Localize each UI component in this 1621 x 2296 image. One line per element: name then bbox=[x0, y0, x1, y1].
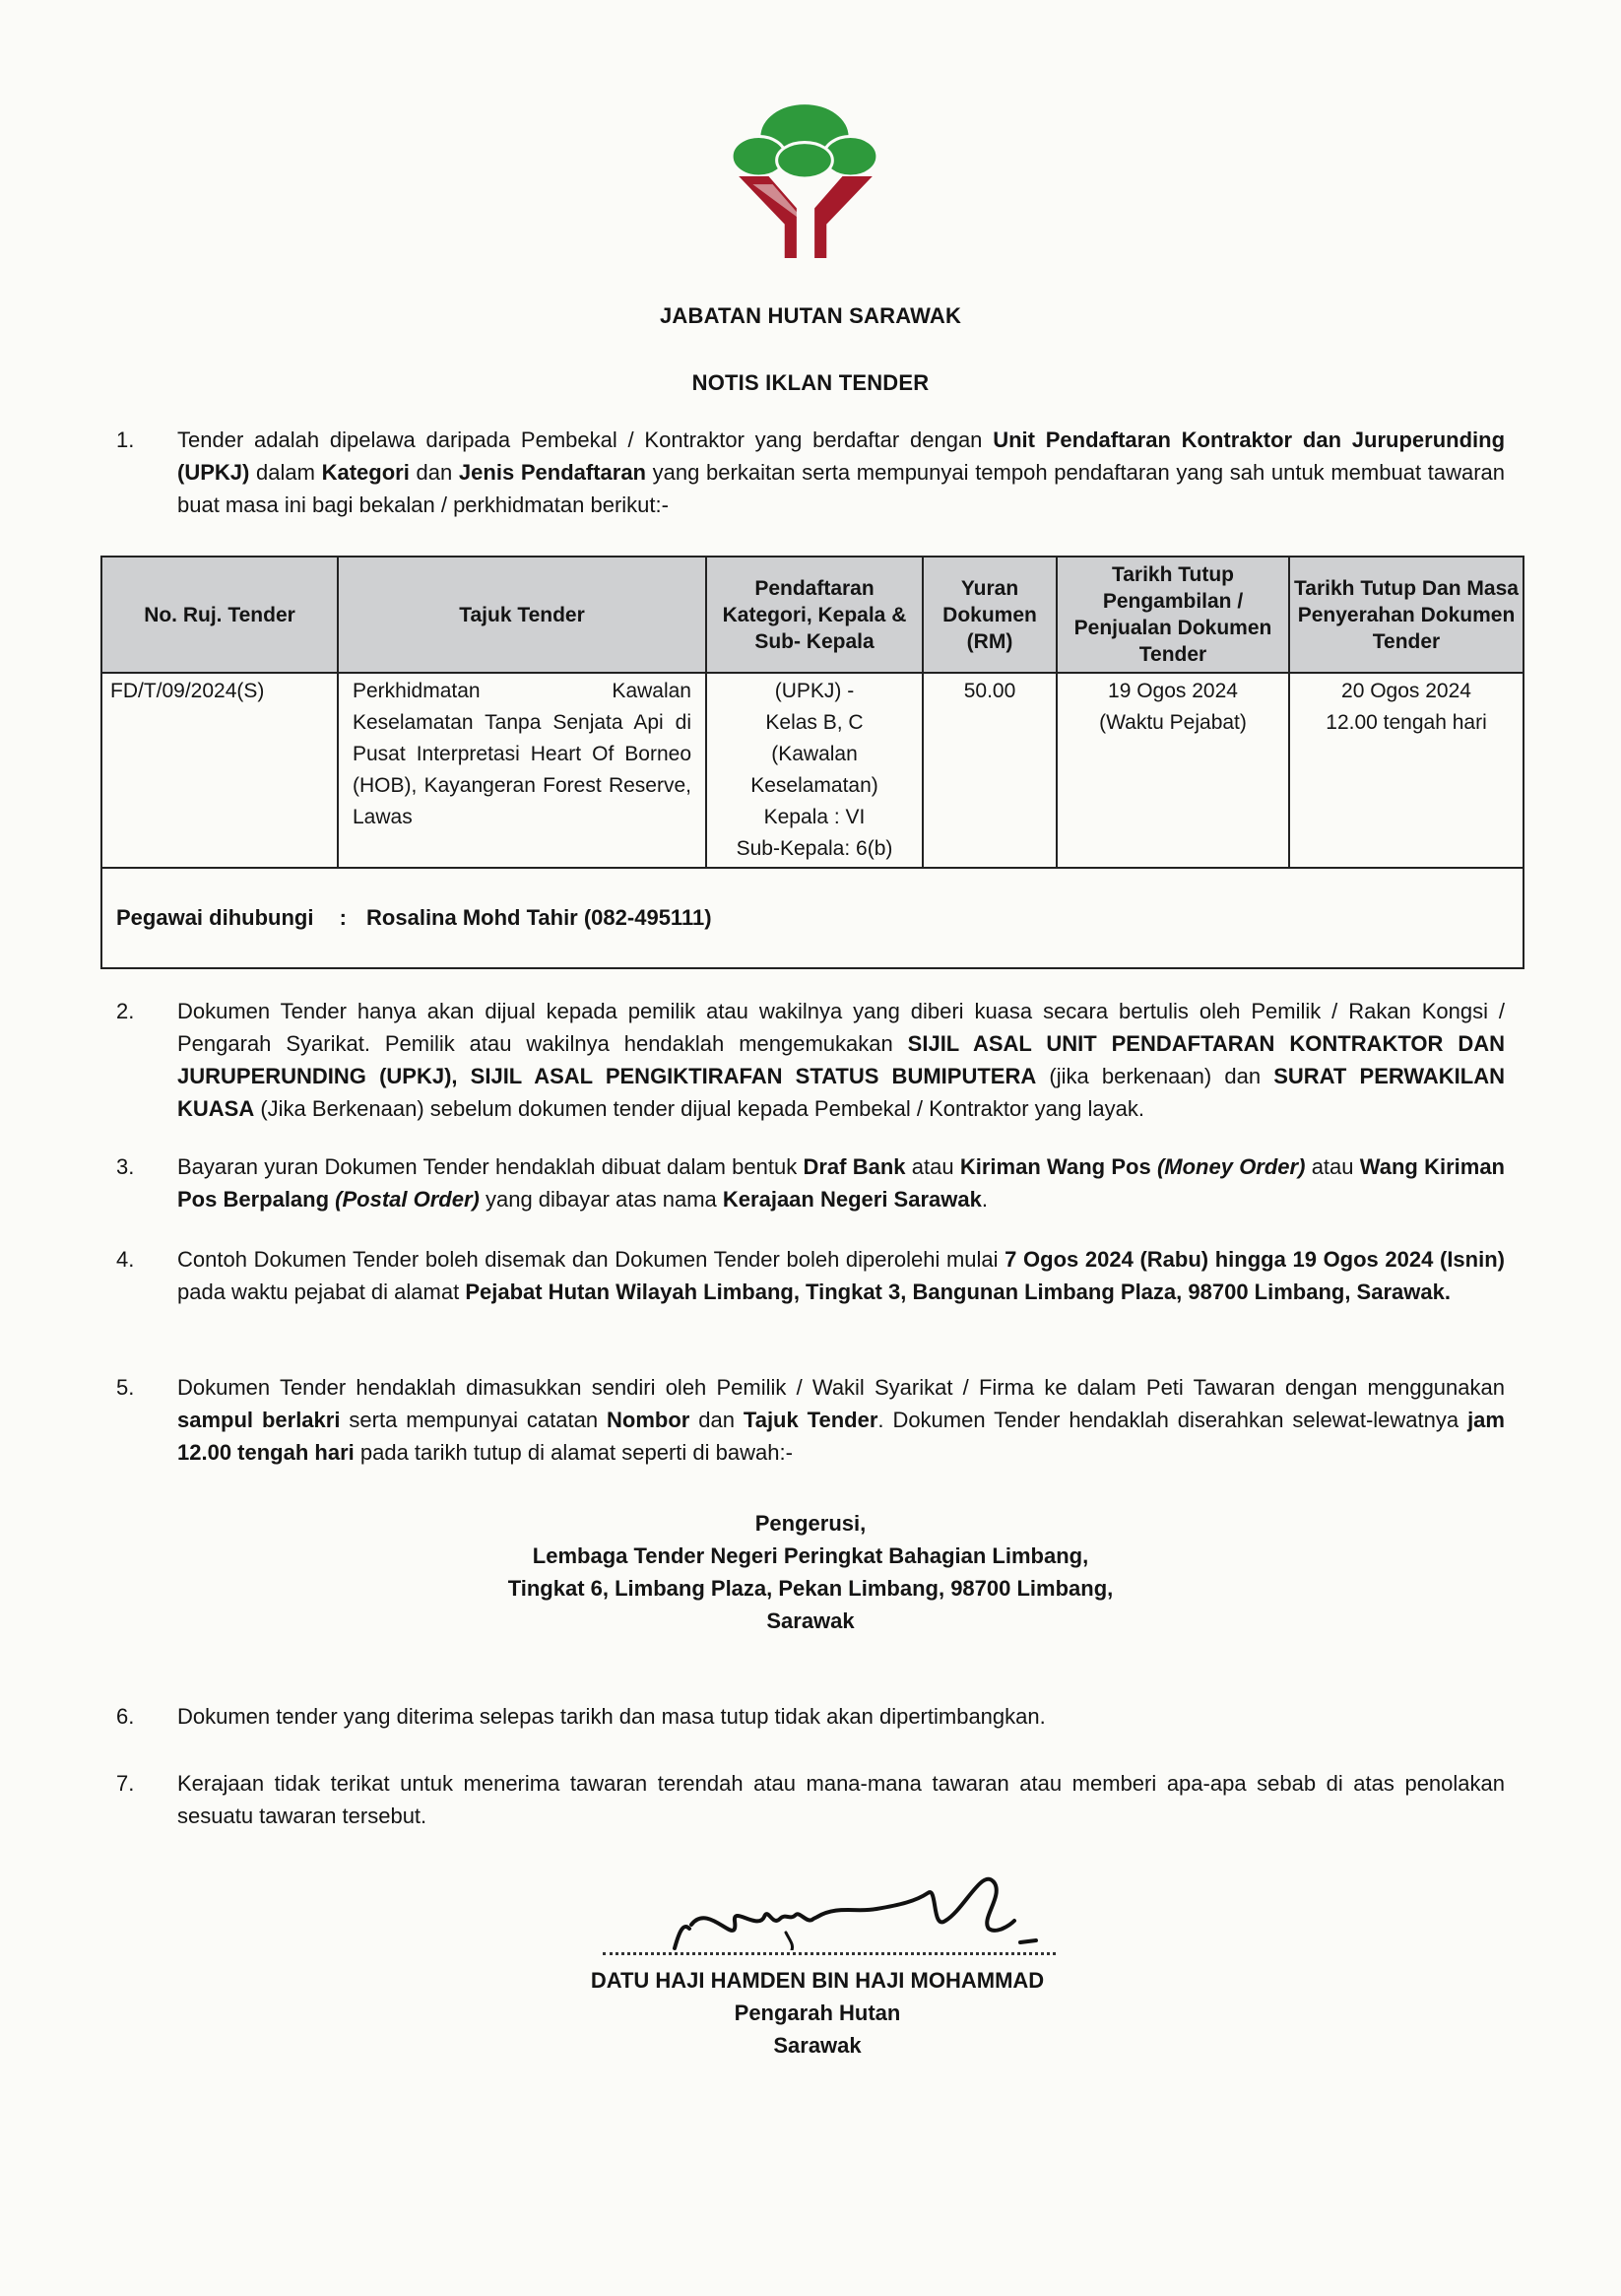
cell-collection-close: 19 Ogos 2024 (Waktu Pejabat) bbox=[1057, 673, 1289, 868]
handwritten-signature bbox=[670, 1862, 1064, 1950]
forestry-department-logo bbox=[731, 98, 880, 258]
table-row bbox=[101, 673, 1524, 868]
chairman-address: Pengerusi, Lembaga Tender Negeri Peringkat Bahagian Limbang, Tingkat 6, Limbang Plaza, Pekan Limbang, 98700 Limbang, Sarawak bbox=[507, 1511, 1114, 1633]
header-title: Tajuk Tender bbox=[338, 557, 706, 673]
signatory-state: Sarawak bbox=[773, 2033, 862, 2058]
signatory-name: DATU HAJI HAMDEN BIN HAJI MOHAMMAD bbox=[590, 1968, 1045, 1993]
contact-label: Pegawai dihubungi bbox=[116, 905, 314, 930]
header-registration: Pendaftaran Kategori, Kepala & Sub- Kepala bbox=[706, 557, 923, 673]
cell-registration: (UPKJ) - Kelas B, C (Kawalan Keselamatan) Kepala : VI Sub-Kepala: 6(b) bbox=[706, 673, 923, 868]
paragraph-2: 2. Dokumen Tender hanya akan dijual kepada pemilik atau wakilnya yang diberi kuasa secara bertulis oleh Pemilik / Rakan Kongsi / Pengarah Syarikat. Pemilik atau wakilnya hendaklah mengemukakan SIJIL ASAL UNIT PENDAFTARAN KONTRAKTOR DAN JURUPERUNDING (UPKJ), SIJIL ASAL PENGIKTIRAFAN STATUS BUMIPUTERA (jika berkenaan) dan SURAT PERWAKILAN KUASA (Jika Berkenaan) sebelum dokumen tender dijual kepada Pembekal / Kontraktor yang layak. bbox=[116, 999, 1506, 1121]
tender-table bbox=[100, 556, 1524, 969]
notice-title: NOTIS IKLAN TENDER bbox=[691, 370, 930, 395]
paragraph-number: 1. bbox=[116, 427, 135, 452]
paragraph-3: 3. Bayaran yuran Dokumen Tender hendaklah dibuat dalam bentuk Draf Bank atau Kiriman Wang Pos (Money Order) atau Wang Kiriman Pos Berpalang (Postal Order) yang dibayar atas nama Kerajaan Negeri Sarawak. bbox=[116, 1154, 1505, 1212]
contact-row bbox=[101, 868, 1524, 968]
table-header-row bbox=[101, 557, 1524, 673]
paragraph-7: 7. Kerajaan tidak terikat untuk menerima tawaran terendah atau mana-mana tawaran atau memberi apa-apa sebab di atas penolakan sesuatu tawaran tersebut. bbox=[116, 1771, 1505, 1828]
cell-title: Perkhidmatan Kawalan Keselamatan Tanpa Senjata Api di Pusat Interpretasi Heart Of Borneo (HOB), Kayangeran Forest Reserve, Lawas bbox=[338, 673, 706, 868]
header-submission-close: Tarikh Tutup Dan Masa Penyerahan Dokumen Tender bbox=[1289, 557, 1524, 673]
paragraph-1: 1. Tender adalah dipelawa daripada Pembekal / Kontraktor yang berdaftar dengan Unit Pendaftaran Kontraktor dan Juruperunding (UPKJ) dalam Kategori dan Jenis Pendaftaran yang berkaitan serta mempunyai tempoh pendaftaran yang sah untuk membuat tawaran buat masa ini bagi bekalan / perkhidmatan berikut:- bbox=[116, 424, 1505, 521]
contact-value: Rosalina Mohd Tahir (082-495111) bbox=[366, 905, 712, 930]
signatory-position: Pengarah Hutan bbox=[734, 2001, 901, 2025]
header-ref-no: No. Ruj. Tender bbox=[101, 557, 338, 673]
paragraph-5: 5. Dokumen Tender hendaklah dimasukkan sendiri oleh Pemilik / Wakil Syarikat / Firma ke dalam Peti Tawaran dengan menggunakan sampul berlakri serta mempunyai catatan Nombor dan Tajuk Tender. Dokumen Tender hendaklah diserahkan selewat-lewatnya jam 12.00 tengah hari pada tarikh tutup di alamat seperti di bawah:- bbox=[116, 1375, 1505, 1465]
department-title: JABATAN HUTAN SARAWAK bbox=[659, 303, 962, 328]
header-collection-close: Tarikh Tutup Pengambilan / Penjualan Dokumen Tender bbox=[1057, 557, 1289, 673]
cell-ref-no: FD/T/09/2024(S) bbox=[101, 673, 338, 868]
paragraph-6: 6. Dokumen tender yang diterima selepas tarikh dan masa tutup tidak akan dipertimbangkan. bbox=[116, 1704, 1046, 1729]
signature-line bbox=[603, 1952, 1056, 1955]
cell-fee: 50.00 bbox=[923, 673, 1057, 868]
cell-submission-close: 20 Ogos 2024 12.00 tengah hari bbox=[1289, 673, 1524, 868]
header-fee: Yuran Dokumen (RM) bbox=[923, 557, 1057, 673]
paragraph-4: 4. Contoh Dokumen Tender boleh disemak dan Dokumen Tender boleh diperolehi mulai 7 Ogos 2024 (Rabu) hingga 19 Ogos 2024 (Isnin) pada waktu pejabat di alamat Pejabat Hutan Wilayah Limbang, Tingkat 3, Bangunan Limbang Plaza, 98700 Limbang, Sarawak. bbox=[116, 1247, 1505, 1304]
contact-cell: Pegawai dihubungi : Rosalina Mohd Tahir (082-495111) bbox=[101, 868, 1524, 968]
signatory-block bbox=[532, 1964, 1103, 2062]
